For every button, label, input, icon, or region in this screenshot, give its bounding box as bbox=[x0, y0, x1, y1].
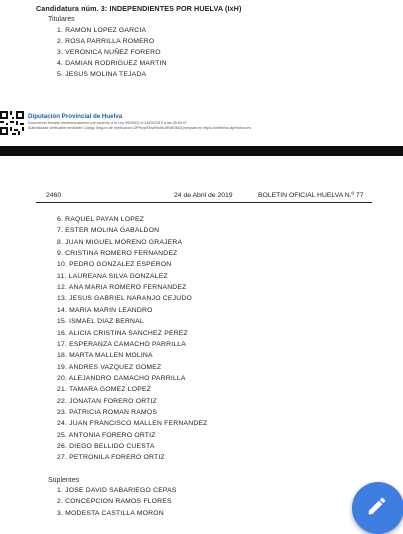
list-item: 2. ROSA PARRILLA ROMERO bbox=[57, 38, 155, 46]
list-item: 6. RAQUEL PAYAN LOPEZ bbox=[57, 216, 145, 223]
list-item: 22. JONATAN FORERO ORTIZ bbox=[57, 397, 157, 405]
list-item: 19. ANDRES VAZQUEZ GOMEZ bbox=[57, 363, 162, 371]
list-item: 2. CONCEPCION RAMOS FLORES bbox=[57, 498, 172, 506]
header-rule bbox=[36, 202, 372, 203]
list-item: 18. MARTA MALLEN MOLINA bbox=[57, 352, 153, 360]
signature-line-1: Documento firmado electrónicamente (de acuerdo a la Ley 59/2003) el 24/04/2019 a las 00:00:07 bbox=[28, 121, 188, 125]
document-page-top bbox=[0, 0, 403, 146]
candidature-title: Candidatura núm. 3: INDEPENDIENTES POR HUELVA (IxH) bbox=[36, 4, 242, 13]
signature-title: Diputación Provincial de Huelva bbox=[28, 113, 123, 120]
page-separator bbox=[0, 146, 403, 156]
list-item: 16. ALICIA CRISTINA SANCHEZ PEREZ bbox=[57, 329, 188, 337]
page-number: 2460 bbox=[46, 192, 62, 199]
list-item: 1. RAMON LOPEZ GARCIA bbox=[57, 27, 147, 34]
page-date: 24 de Abril de 2019 bbox=[174, 192, 233, 199]
list-item: 3. MODESTA CASTILLA MORON bbox=[57, 509, 164, 517]
list-item: 24. JUAN FRANCISCO MALLEN FERNANDEZ bbox=[57, 420, 208, 428]
list-item: 13. JESUS GABRIEL NARANJO CEJUDO bbox=[57, 295, 192, 303]
list-item: 20. ALEJANDRO CAMACHO PARRILLA bbox=[57, 374, 186, 382]
list-item: 3. VERONICA NUÑEZ FORERO bbox=[57, 49, 161, 57]
list-item: 15. ISMAEL DIAZ BERNAL bbox=[57, 318, 144, 326]
pencil-icon bbox=[366, 495, 388, 517]
list-item: 1. JOSE DAVID SABARIEGO CEPAS bbox=[57, 487, 177, 494]
page-gap bbox=[0, 156, 403, 182]
list-item: 26. DIEGO BELLIDO CUESTA bbox=[57, 443, 155, 450]
edit-button[interactable] bbox=[352, 482, 403, 534]
list-item: 23. PATRICIA ROMAN RAMOS bbox=[57, 408, 158, 416]
list-item: 11. LAUREANA SILVA GONZALEZ bbox=[57, 272, 168, 280]
list-item: 4. DAMIAN RODRIGUEZ MARTIN bbox=[57, 60, 167, 68]
list-item: 17. ESPERANZA CAMACHO PARRILLA bbox=[57, 340, 187, 348]
list-item: 9. CRISTINA ROMERO FERNANDEZ bbox=[57, 250, 178, 258]
list-item: 7. ESTER MOLINA GABALDON bbox=[57, 227, 160, 235]
list-item: 5. JESUS MOLINA TEJADA bbox=[57, 71, 147, 79]
list-item: 10. PEDRO GONZALEZ ESPERON bbox=[57, 261, 172, 269]
suplentes-heading: Suplentes bbox=[48, 477, 80, 484]
list-item: 14. MARIA MARIN LEANDRO bbox=[57, 306, 153, 314]
qr-code-icon bbox=[0, 111, 24, 135]
list-item: 21. TAMARA GOMEZ LOPEZ bbox=[57, 386, 152, 394]
list-item: 8. JUAN MIGUEL MORENO GRAJERA bbox=[57, 238, 183, 246]
list-item: 25. ANTONIA FORERO ORTIZ bbox=[57, 431, 156, 439]
list-item: 27. PETRONILA FORERO ORTIZ bbox=[57, 454, 165, 462]
titulares-heading: Titulares bbox=[48, 16, 75, 23]
signature-line-2: Autenticidad verificable mediante Código Seguro de Verificación DPHos/KNwRbdrs1tRafOfd2Qmmyww en https://verifirma.dipHuelva.es bbox=[28, 126, 251, 130]
list-item: 12. ANA MARIA ROMERO FERNANDEZ bbox=[57, 284, 187, 292]
bulletin-title: BOLETIN OFICIAL HUELVA N.º 77 bbox=[258, 192, 364, 199]
